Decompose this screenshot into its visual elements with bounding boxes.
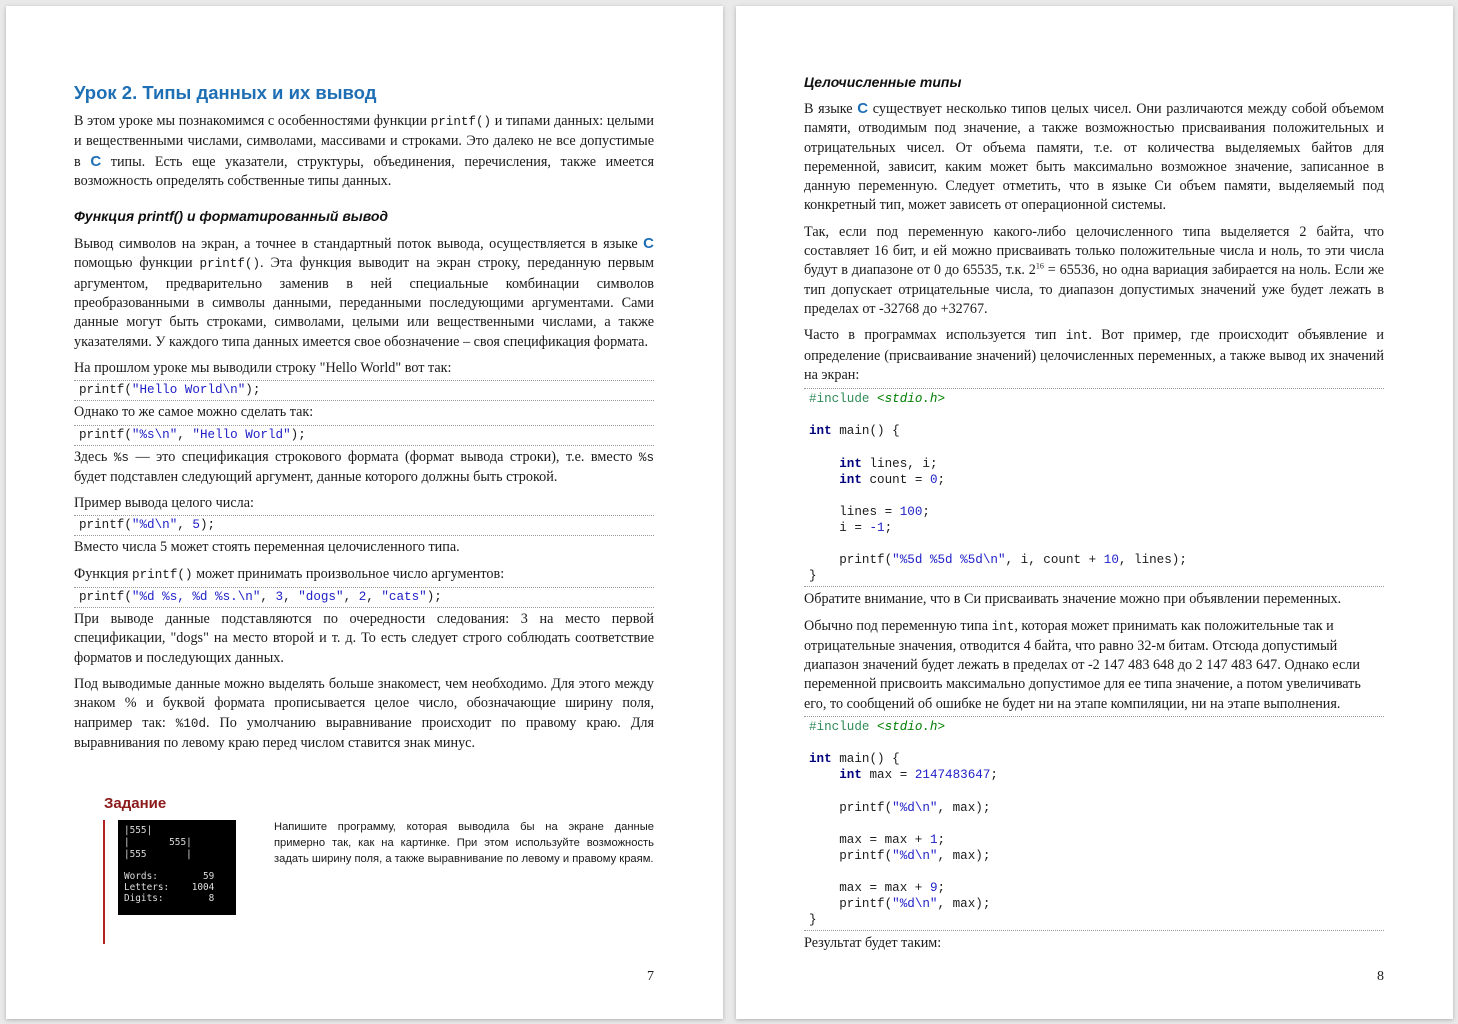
left-content	[74, 112, 654, 753]
spec-explanation: Здесь %s — это спецификация строкового формата (формат вывода строки), т.е. вместо %s будет подставлен следующий аргумент, данные которого должны быть строкой.	[74, 448, 655, 485]
args-text: Функция printf() может принимать произвольное число аргументов:	[74, 565, 505, 582]
int-types-paragraph: В языке C существует несколько типов целых чисел. Они различаются между собой объемом памяти, отводимым под значение, а также возможностью присваивания положительных и отрицательных чисел. От объема памяти, т.е. от количества выделяемых байтов для переменной, зависит, каким может быть максимально возможное значение, записанное в данную переменную. Следует отметить, что в языке Си объем памяти, выделяемый под конкретный тип, может зависеть от операционной системы.	[804, 100, 1384, 214]
right-content	[804, 74, 1384, 954]
declaration-note: Обратите внимание, что в Си присваивать значение можно при объявлении переменных.	[804, 591, 1342, 608]
overflow-paragraph: Обычно под переменную типа int, которая может принимать как положительные так и отрицательные значения, отводится 4 байта, что равно 32-м битам. Отсюда допустимый диапазон значений будет лежать в пределах от -2 147 483 648 до 2 147 483 647. Однако если переменной присвоить максимально допустимое для ее типа значение, а потом увеличивать его, то сообщений об ошибке не будет ни на этапе компиляции, ни на этапе выполнения.	[804, 617, 1361, 712]
printf-section-heading: Функция printf() и форматированный вывод	[74, 208, 389, 225]
int-example-text: Пример вывода целого числа:	[74, 495, 254, 512]
page-8	[736, 6, 1453, 1019]
code-hello-world: printf("Hello World\n");	[74, 380, 654, 401]
width-paragraph: Под выводимые данные можно выделять больше знакомест, чем необходимо. Для этого между знаком % и буквой формата прописывается целое число, обозначающие ширину поля, например так: %10d. По умолчанию выравнивание происходит по правому краю. Для выравнивания по левому краю перед числом ставится знак минус.	[74, 675, 654, 751]
same-text: Однако то же самое можно сделать так:	[74, 404, 314, 421]
result-text: Результат будет таким:	[804, 935, 942, 952]
terminal-output-image: |555| | 555| |555 | Words: 59 Letters: 1004 Digits: 8	[118, 820, 236, 915]
code-int-output: printf("%d\n", 5);	[74, 515, 654, 536]
page-7	[6, 6, 723, 1019]
order-paragraph: При выводе данные подставляются по очередности следования: 3 на место первой спецификации, "dogs" на место второй и т. д. То есть следует строго соблюдать соответствие форматов и последующих данных.	[74, 611, 654, 666]
printf-paragraph: Вывод символов на экран, а точнее в стандартный поток вывода, осуществляется в языке C помощью функции printf(). Эта функция выводит на экран строку, переданную первым аргументом, предварительно заменив в ней специальные комбинации символов преобразованными в символы данными, переданными последующими аргументами. Сами данные могут быть строками, символами, целыми или вещественными числами, а также указателями. У каждого типа данных имеется свое обозначение – своя спецификация формата.	[74, 235, 654, 350]
code-overflow-example: #include <stdio.h> int main() { int max = 2147483647; printf("%d\n", max); max = max + 1; printf("%d\n", max); max = max + 9; printf("%d\n", max); }	[804, 716, 1384, 931]
int-types-heading: Целочисленные типы	[804, 74, 962, 90]
task-description: Напишите программу, которая выводила бы на экране данные примерно так, как на картинке. При этом используйте возможность задать ширину поля, а также выравнивание по левому и правому краям.	[274, 821, 654, 865]
int-usage-paragraph: Часто в программах используется тип int. Вот пример, где происходит объявление и определение (присваивание значений) целочисленных переменных, а также вывод их значений на экран:	[804, 327, 1384, 383]
variable-note: Вместо числа 5 может стоять переменная целочисленного типа.	[74, 539, 460, 556]
lesson-title: Урок 2. Типы данных и их вывод	[74, 82, 377, 103]
page-number: 7	[647, 969, 654, 984]
code-format-string: printf("%s\n", "Hello World");	[74, 425, 654, 446]
task-title: Задание	[104, 795, 167, 812]
range-paragraph: Так, если под переменную какого-либо целочисленного типа выделяется 2 байта, что составляет 16 бит, и ей можно присваивать только положительные числа и ноль, то эти числа будут в диапазоне от 0 до 65535, т.к. $2^{16} = 65536$, но одна вариация забирается на ноль. Если же тип допускает отрицательные числа, то диапазон допустимых значений уже будет лежать в пределах от -32768 до +32767.	[804, 223, 1384, 317]
code-multi-args: printf("%d %s, %d %s.\n", 3, "dogs", 2, "cats");	[74, 587, 654, 608]
page-number: 8	[1377, 969, 1384, 984]
task-accent-bar	[103, 820, 105, 944]
code-int-example: #include <stdio.h> int main() { int lines, i; int count = 0; lines = 100; i = -1; printf("%5d %5d %5d\n", i, count + 10, lines); }	[804, 388, 1384, 587]
intro-paragraph: В этом уроке мы познакомимся с особенностями функции printf() и типами данных: целыми и вещественными числами, символами, массивами и строками. Это далеко не все допустимые в C типы. Есть еще указатели, структуры, объединения, перечисления, также имеется возможность определять собственные типы данных.	[74, 113, 654, 189]
hello-intro-text: На прошлом уроке мы выводили строку "Hello World" вот так:	[74, 359, 452, 376]
